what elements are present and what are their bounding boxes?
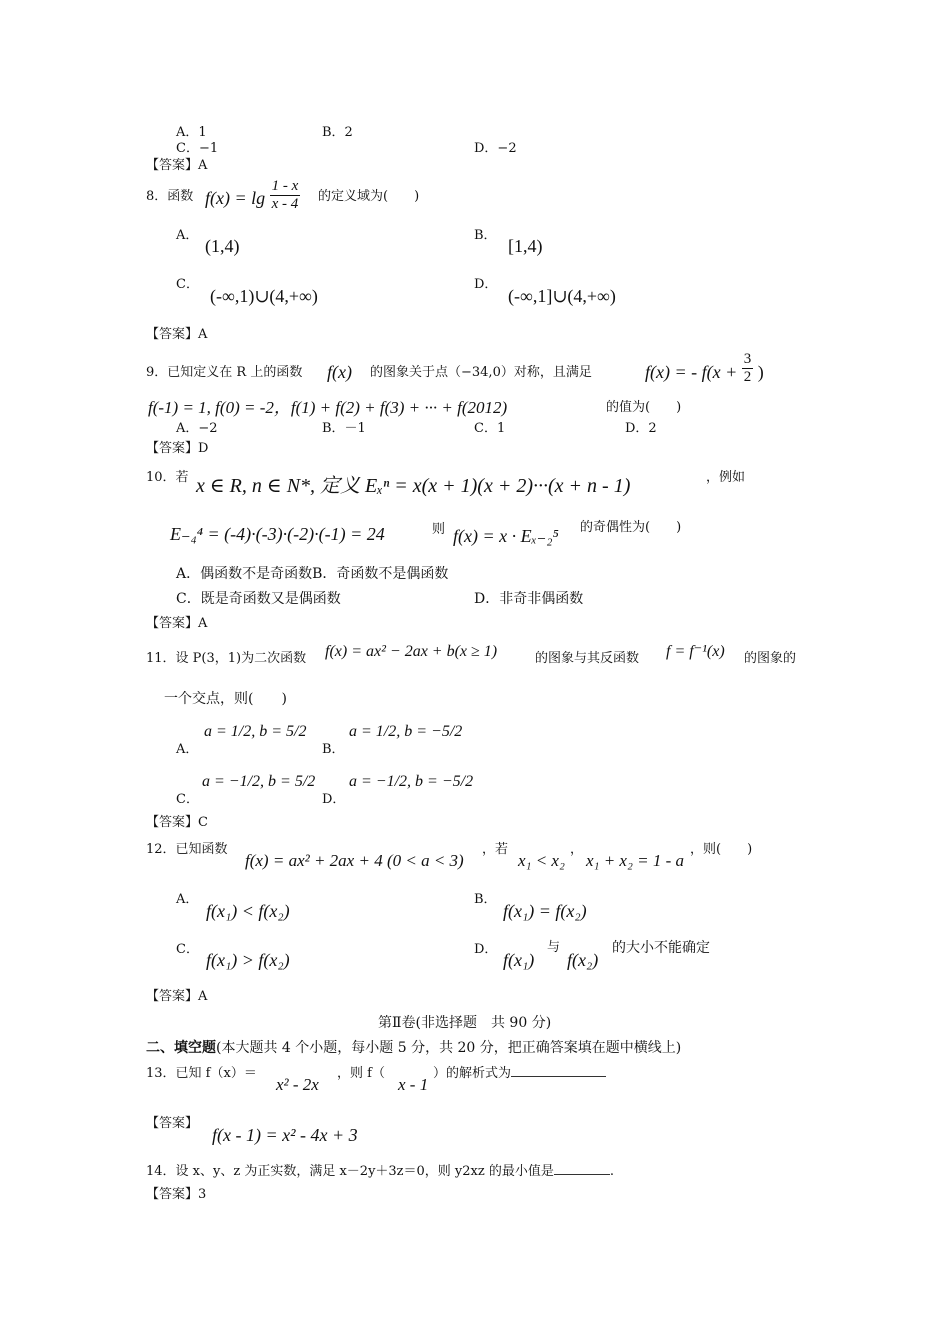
q10-then: 则 (432, 522, 446, 537)
q9-equation (645, 351, 764, 386)
q10-stem-suffix: ，例如 (706, 470, 746, 485)
q8-option-d-math: (-∞,1]∪(4,+∞) (508, 286, 616, 306)
q13-math1: x² - 2x (276, 1075, 319, 1094)
q9-option-b: B．－1 (322, 421, 366, 436)
q9-stem-mid: 的图象关于点（−34,0）对称，且满足 (370, 365, 592, 380)
q14-stem-end: . (609, 1164, 615, 1179)
q9-answer: 【答案】D (146, 441, 209, 456)
part2-section-heading: 二、填空题 (146, 1040, 216, 1056)
q11-option-d-label: D． (322, 792, 346, 807)
q11-line2: 一个交点，则( ) (164, 691, 287, 707)
q12-answer: 【答案】A (146, 989, 208, 1004)
q9-option-a: A．−2 (176, 421, 218, 436)
part2-section-desc: (本大题共 4 个小题，每小题 5 分，共 20 分，把正确答案填在题中横线上) (216, 1040, 682, 1056)
q9-fx: f(x) (327, 362, 352, 382)
q11-option-d-math: a = −1/2, b = −5/2 (349, 773, 474, 790)
q7-option-c: C．−1 (176, 141, 219, 156)
q8-stem-suffix: 的定义域为( ) (318, 189, 420, 204)
q14-stem-text: 14．设 x、y、z 为正实数，满足 x－2y＋3z＝0，则 y2xz 的最小值是 (146, 1164, 554, 1179)
q10-answer: 【答案】A (146, 616, 208, 631)
q10-fx-math: f(x) = x · Eₓ₋₂⁵ (453, 526, 559, 546)
q8-option-d-label: D． (474, 277, 498, 292)
q14-stem (146, 1164, 614, 1180)
q9-fraction (742, 352, 754, 385)
q8-function (205, 178, 300, 213)
q8-frac-num: 1 - x (271, 178, 299, 195)
q8-option-b-label: B． (474, 228, 497, 243)
q12-option-c-label: C． (176, 942, 199, 957)
q13-answer-math: f(x - 1) = x² - 4x + 3 (212, 1125, 358, 1145)
q10-stem-end: 的奇偶性为( ) (580, 520, 682, 535)
q12-option-d-and: 与 (547, 940, 561, 955)
q13-stem-mid: ，则 f（ (337, 1066, 385, 1081)
q12-option-b-math: f(x₁) = f(x₂) (503, 901, 587, 921)
q8-fraction (270, 179, 301, 212)
q8-stem-prefix: 8．函数 (146, 189, 194, 204)
q9-line2-suffix: 的值为( ) (606, 400, 682, 415)
part2-section (146, 1040, 681, 1056)
q13-stem-suffix (433, 1066, 606, 1082)
q11-answer: 【答案】C (146, 815, 208, 830)
q12-stem-suffix: ，则( ) (690, 842, 753, 857)
q13-stem-suffix-text: ）的解析式为 (433, 1066, 512, 1081)
q8-answer: 【答案】A (146, 327, 208, 342)
q8-option-c-math: (-∞,1)∪(4,+∞) (210, 286, 318, 306)
q12-option-b-label: B． (474, 892, 497, 907)
q10-example-math: E₋₄⁴ = (-4)·(-3)·(-2)·(-1) = 24 (170, 524, 385, 544)
q9-frac-den: 2 (743, 369, 752, 386)
q11-inverse-math: f = f⁻¹(x) (666, 643, 725, 660)
q11-option-c-math: a = −1/2, b = 5/2 (202, 773, 316, 790)
q7-answer: 【答案】A (146, 158, 208, 173)
q12-cond2: x₁ + x₂ = 1 - a (586, 851, 685, 870)
q7-option-a: A．1 (176, 125, 207, 140)
q13-answer-blank[interactable] (511, 1076, 606, 1077)
q7-option-d: D．−2 (474, 141, 517, 156)
q11-stem-mid: 的图象与其反函数 (535, 651, 640, 666)
q10-option-d: D．非奇非偶函数 (474, 591, 584, 607)
q8-option-b-math: [1,4) (508, 236, 543, 256)
q10-stem-math: x ∈ R, n ∈ N*, 定义 Eₓⁿ = x(x + 1)(x + 2)···(x + n - 1) (196, 475, 631, 497)
q12-option-a-math: f(x₁) < f(x₂) (206, 901, 290, 921)
q14-answer: 【答案】3 (146, 1187, 207, 1202)
q13-math2: x - 1 (398, 1075, 429, 1094)
q11-option-b-math: a = 1/2, b = −5/2 (349, 723, 463, 740)
q11-stem-suffix: 的图象的 (744, 651, 797, 666)
q11-option-c-label: C． (176, 792, 199, 807)
q11-option-a-label: A． (176, 742, 199, 757)
q12-option-d-label: D． (474, 942, 498, 957)
q12-cond1: x₁ < x₂ (518, 851, 565, 870)
q8-fx: f(x) = lg (205, 188, 266, 208)
q12-option-d-math1: f(x₁) (503, 950, 535, 970)
q8-option-a-label: A． (176, 228, 199, 243)
q9-option-d: D．2 (625, 421, 657, 436)
part2-title: 第Ⅱ卷(非选择题 共 90 分) (378, 1015, 552, 1031)
q11-option-b-label: B． (322, 742, 345, 757)
q12-comma1: ，若 (482, 842, 509, 857)
q10-option-c: C．既是奇函数又是偶函数 (176, 591, 341, 607)
q9-eq-right: ) (757, 362, 764, 382)
q7-option-b: B．2 (322, 125, 353, 140)
q11-option-a-math: a = 1/2, b = 5/2 (204, 723, 307, 740)
q14-answer-blank[interactable] (554, 1174, 610, 1175)
q8-option-c-label: C． (176, 277, 199, 292)
q8-frac-den: x - 4 (271, 196, 299, 213)
q12-fx-math: f(x) = ax² + 2ax + 4 (0 < a < 3) (245, 851, 464, 870)
q13-answer-label: 【答案】 (146, 1116, 199, 1131)
q9-eq-left: f(x) = - f(x + (645, 362, 738, 382)
q12-option-d-suffix: 的大小不能确定 (612, 940, 710, 956)
q9-stem-prefix: 9．已知定义在 R 上的函数 (146, 365, 303, 380)
q8-option-a-math: (1,4) (205, 236, 240, 256)
q12-option-a-label: A． (176, 892, 199, 907)
q12-stem-prefix: 12．已知函数 (146, 842, 228, 857)
q12-option-c-math: f(x₁) > f(x₂) (206, 950, 290, 970)
q9-frac-num: 3 (743, 351, 752, 368)
q9-option-c: C．1 (474, 421, 506, 436)
q12-comma2: ， (570, 842, 584, 857)
q11-fx-math: f(x) = ax² − 2ax + b(x ≥ 1) (325, 643, 498, 660)
q13-stem-prefix: 13．已知 f（x）＝ (146, 1066, 257, 1081)
q10-option-ab: A．偶函数不是奇函数B．奇函数不是偶函数 (176, 566, 449, 582)
q11-stem-prefix: 11．设 P(3，1)为二次函数 (146, 651, 307, 666)
q10-stem-prefix: 10．若 (146, 470, 189, 485)
q9-line2-math: f(-1) = 1, f(0) = -2，f(1) + f(2) + f(3) + ··· + f(2012) (148, 398, 508, 417)
q12-option-d-math2: f(x₂) (567, 950, 599, 970)
